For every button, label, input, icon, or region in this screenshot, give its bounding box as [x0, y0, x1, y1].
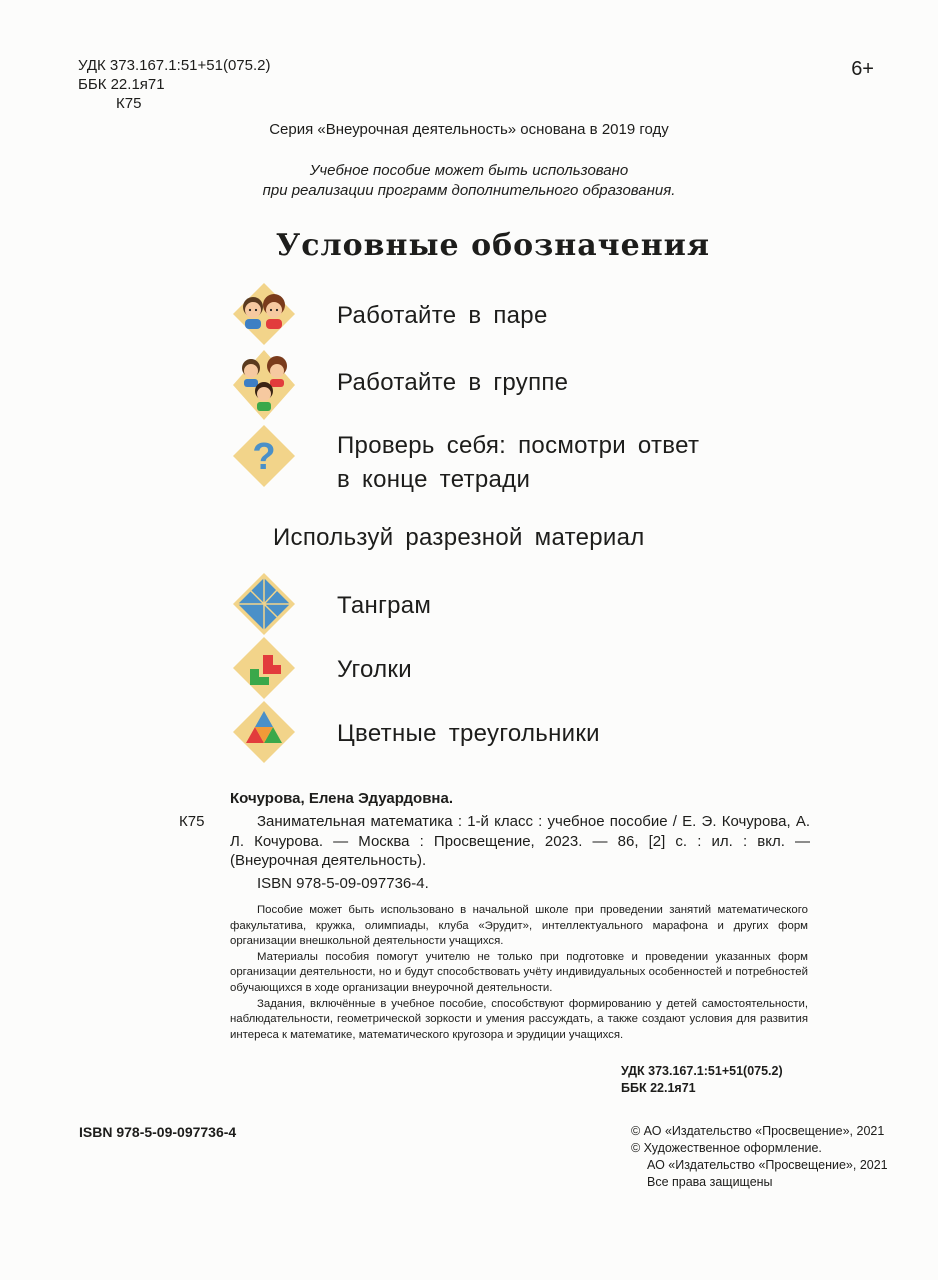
legend-text-corners: Уголки: [337, 656, 412, 683]
tangram-icon: [233, 573, 295, 635]
legend-title: Условные обозначения: [275, 228, 711, 263]
copyright-line-3: АО «Издательство «Просвещение», 2021: [647, 1158, 888, 1172]
legend-item-group: [233, 350, 873, 414]
legend-item-tangram: [233, 573, 873, 637]
copyright-line-2: © Художественное оформление.: [631, 1141, 822, 1155]
biblio-isbn: ISBN 978-5-09-097736-4.: [257, 875, 429, 892]
series-line: Серия «Внеурочная деятельность» основана в 2019 году: [269, 121, 669, 138]
biblio-code: К75: [179, 813, 205, 830]
age-rating: 6+: [851, 58, 874, 80]
footer-isbn: ISBN 978-5-09-097736-4: [79, 1124, 237, 1140]
usage-note: [0, 161, 938, 201]
legend-text-pair: Работайте в паре: [337, 302, 548, 329]
legend-text-triangles: Цветные треугольники: [337, 720, 600, 747]
footer-classification: [621, 1063, 783, 1097]
usage-note-line2: при реализации программ дополнительного образования.: [262, 182, 676, 199]
pair-work-icon: [233, 283, 295, 345]
annotation: [230, 903, 808, 1043]
author-mark: К75: [116, 95, 142, 112]
cut-material-title: Используй разрезной материал: [273, 524, 645, 551]
rights-reserved: Все права защищены: [647, 1175, 773, 1189]
group-work-icon: [233, 350, 295, 420]
bbk-code: ББК 22.1я71: [78, 76, 165, 93]
annotation-paragraph-2: Материалы пособия помогут учителю не только при подготовке и проведении указанных форм организации деятельности, но и будут способствовать учёту индивидуальных особенностей и потребностей обучающихся в ходе организации внеурочной деятельности.: [230, 950, 808, 994]
footer-udk: УДК 373.167.1:51+51(075.2): [621, 1064, 783, 1078]
legend-item-triangles: [233, 701, 873, 765]
legend-item-pair: [233, 283, 873, 347]
classification-codes: [78, 56, 270, 113]
footer-bbk: ББК 22.1я71: [621, 1081, 696, 1095]
annotation-paragraph-1: Пособие может быть использовано в начальной школе при проведении занятий математического факультатива, кружка, олимпиады, клуба «Эрудит», интеллектуального марафона и других форм организации внешкольной деятельности учащихся.: [230, 904, 808, 948]
legend-text-check: [337, 429, 699, 497]
legend-text-check-line1: Проверь себя: посмотри ответ: [337, 432, 700, 459]
udk-code: УДК 373.167.1:51+51(075.2): [78, 57, 271, 74]
legend-text-check-line2: в конце тетради: [337, 466, 531, 493]
annotation-paragraph-3: Задания, включённые в учебное пособие, способствуют формированию у детей самостоятельности, наблюдательности, геометрической зоркости и умения рассуждать, а также создают условия для развития интереса к математике, математического кругозора и эрудиции учащихся.: [230, 997, 808, 1041]
legend-item-corners: [233, 637, 873, 701]
legend-text-tangram: Танграм: [337, 592, 432, 619]
question-icon: [233, 425, 295, 487]
usage-note-line1: Учебное пособие может быть использовано: [309, 162, 629, 179]
copyright-line-1: © АО «Издательство «Просвещение», 2021: [631, 1124, 885, 1138]
colored-triangles-icon: [233, 701, 295, 763]
author-name: Кочурова, Елена Эдуардовна.: [230, 790, 454, 807]
legend-item-check: [233, 425, 873, 495]
svg-text:?: ?: [252, 436, 276, 478]
biblio-description: Занимательная математика : 1-й класс : учебное пособие / Е. Э. Кочурова, А. Л. Кочурова. — Москва : Просвещение, 2023. — 86, [2] с. : ил. : вкл. — (Внеурочная деятельность).: [230, 813, 810, 869]
copyright-block: [631, 1123, 888, 1191]
legend-text-group: Работайте в группе: [337, 369, 569, 396]
corners-icon: [233, 637, 295, 699]
